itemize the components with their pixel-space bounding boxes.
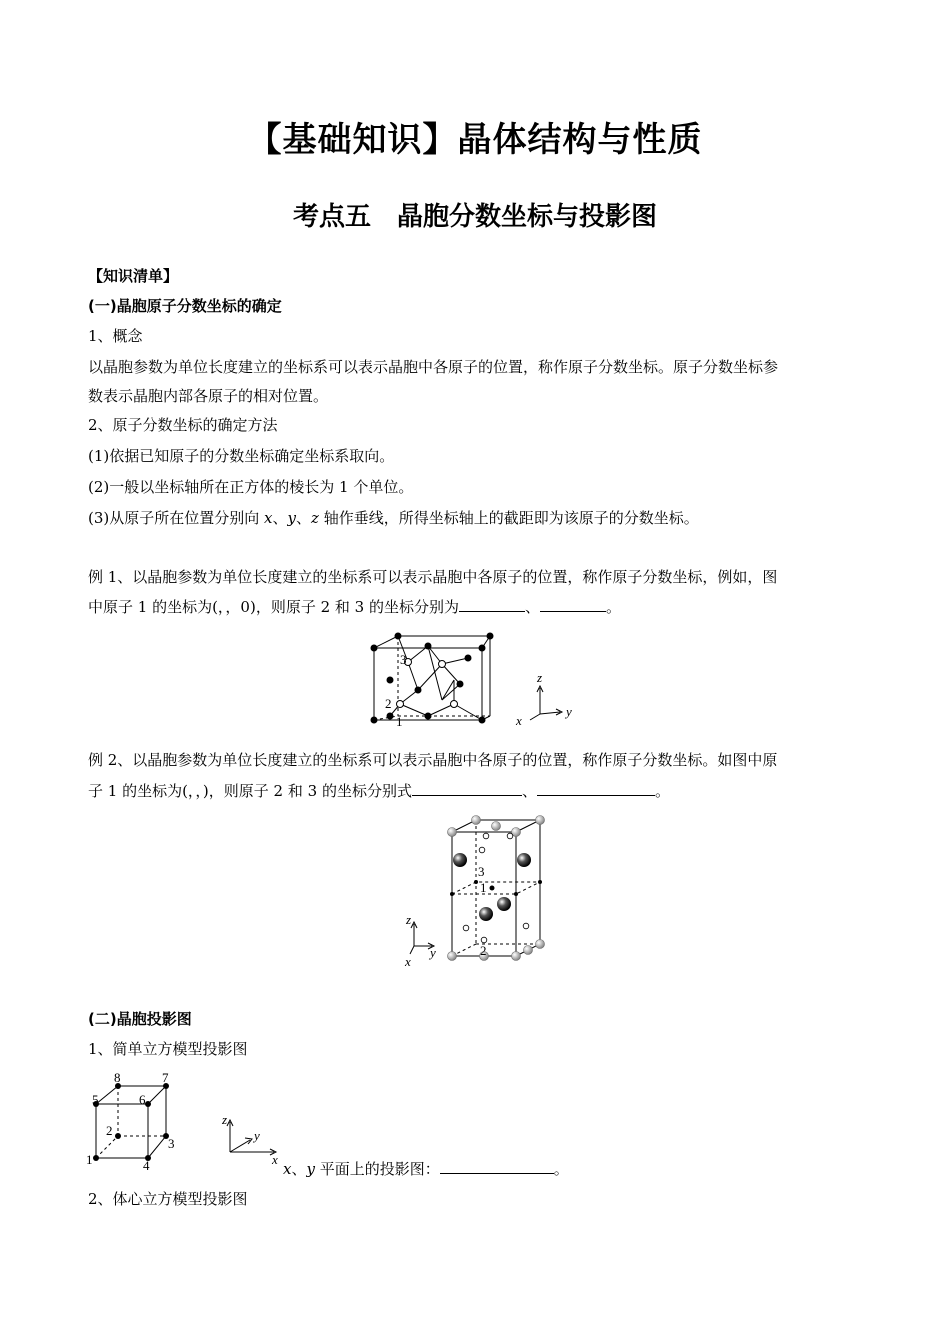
atom-label-2: 2	[480, 943, 487, 958]
atom-small-hollow	[481, 937, 487, 943]
corner-label-8: 8	[114, 1070, 121, 1085]
corner-label-1: 1	[86, 1152, 93, 1167]
method-step3-post: 轴作垂线，所得坐标轴上的截距即为该原子的分数坐标。	[318, 509, 699, 527]
atom-grey	[448, 828, 457, 837]
example1-line2	[88, 597, 621, 617]
bond	[428, 646, 442, 700]
bond	[442, 664, 460, 684]
corner-label-5: 5	[92, 1092, 99, 1107]
bond	[400, 704, 428, 716]
atom	[371, 717, 378, 724]
line-end: 。	[553, 1160, 569, 1178]
atom-label-1: 1	[396, 714, 403, 729]
simple-cubic-title: 1、简单立方模型投影图	[88, 1040, 248, 1058]
corner-label-2: 2	[106, 1123, 113, 1138]
projection-text: 平面上的投影图：	[314, 1160, 440, 1178]
atom	[479, 717, 486, 724]
mid-plane	[452, 882, 540, 894]
example2-line2	[88, 781, 670, 801]
bond	[442, 680, 454, 700]
example2-question: 子 1 的坐标为(，，)，则原子 2 和 3 的坐标分别式	[88, 782, 412, 800]
answer-blank-1[interactable]	[459, 597, 525, 612]
answer-blank-4[interactable]	[537, 781, 655, 796]
answer-blank-3[interactable]	[412, 781, 522, 796]
atom-small-hollow	[479, 847, 485, 853]
atom-hollow	[397, 701, 404, 708]
atom	[395, 633, 402, 640]
atom-small-solid	[490, 886, 495, 891]
atom-grey	[472, 816, 481, 825]
page-title: 【基础知识】晶体结构与性质	[247, 120, 703, 160]
atom-large	[479, 907, 493, 921]
atom-large	[497, 897, 511, 911]
method-step3-pre: (3)从原子所在位置分别向	[88, 509, 265, 527]
atom-label-3: 3	[400, 652, 407, 667]
atom-small-solid	[538, 880, 542, 884]
axis-z: z	[222, 1112, 228, 1127]
atom	[465, 655, 472, 662]
atom-label-2: 2	[385, 696, 392, 711]
example1-question: 中原子 1 的坐标为(，，0)，则原子 2 和 3 的坐标分别为	[88, 598, 459, 616]
cube-right	[148, 1086, 166, 1158]
atom	[487, 633, 494, 640]
cube-front-face	[96, 1104, 148, 1158]
part1-heading: (一)晶胞原子分数坐标的确定	[88, 297, 282, 315]
part2-heading: (二)晶胞投影图	[88, 1010, 192, 1028]
section-subtitle: 考点五 晶胞分数坐标与投影图	[292, 202, 657, 232]
corner-label-4: 4	[143, 1158, 150, 1173]
atom-grey	[536, 816, 545, 825]
atom-hollow	[439, 661, 446, 668]
method-step2: (2)一般以坐标轴所在正方体的棱长为 1 个单位。	[88, 478, 414, 496]
atom-large	[453, 853, 467, 867]
sep: 、	[272, 509, 288, 527]
projection-question	[283, 1159, 569, 1179]
corner-atom	[145, 1101, 151, 1107]
axis-z: z	[537, 670, 543, 685]
axis-x: x	[405, 954, 411, 969]
cube-edge	[374, 636, 398, 648]
atom-small-hollow	[463, 925, 469, 931]
corner-atom	[93, 1155, 99, 1161]
axis-x: x	[516, 713, 522, 728]
line-end: 。	[606, 598, 622, 616]
example2-figure	[400, 814, 560, 970]
example1-line1: 例 1、以晶胞参数为单位长度建立的坐标系可以表示晶胞中各原子的位置，称作原子分数坐标，例如，图	[88, 568, 778, 586]
bond	[428, 704, 454, 716]
atom-grey	[448, 952, 457, 961]
corner-label-7: 7	[162, 1070, 169, 1085]
atom-small-solid	[474, 880, 478, 884]
corner-label-6: 6	[139, 1092, 146, 1107]
atom-small-hollow	[507, 833, 513, 839]
axis-y-label: y	[287, 509, 296, 527]
bond	[454, 704, 482, 720]
atom-label-1: 1	[480, 880, 487, 895]
example1-figure	[360, 628, 590, 732]
atom-large	[517, 853, 531, 867]
atom-grey	[524, 946, 533, 955]
atom-small-solid	[450, 892, 454, 896]
simple-cubic-figure	[82, 1066, 302, 1176]
cell-right	[516, 820, 540, 956]
atom	[387, 713, 394, 720]
axis-z-label: z	[311, 509, 319, 527]
axis-y-label: y	[306, 1160, 315, 1178]
atom-small-hollow	[523, 923, 529, 929]
atom	[387, 677, 394, 684]
atom-small-solid	[514, 892, 518, 896]
sep: 、	[525, 598, 541, 616]
atom	[371, 645, 378, 652]
atom	[457, 681, 464, 688]
sep: 、	[521, 782, 537, 800]
knowledge-list-heading: 【知识清单】	[88, 267, 179, 285]
axis-x: x	[272, 1152, 278, 1167]
bond	[442, 658, 468, 664]
method-step1: (1)依据已知原子的分数坐标确定坐标系取向。	[88, 447, 395, 465]
atom-label-3: 3	[478, 864, 485, 879]
method-step3	[88, 508, 699, 528]
atom	[415, 687, 422, 694]
atom-hollow	[451, 701, 458, 708]
corner-atom	[115, 1133, 121, 1139]
atom-grey	[536, 940, 545, 949]
axis-y: y	[254, 1128, 260, 1143]
mid-plane	[452, 882, 540, 894]
atom	[479, 645, 486, 652]
bcc-title: 2、体心立方模型投影图	[88, 1190, 248, 1208]
axis-z: z	[406, 912, 412, 927]
axis-x-label: x	[264, 509, 273, 527]
bond	[442, 684, 460, 700]
atom-grey	[512, 952, 521, 961]
axes-icon	[227, 1120, 276, 1155]
atom-grey	[492, 822, 501, 831]
axis-y: y	[566, 704, 572, 719]
corner-label-3: 3	[168, 1136, 175, 1151]
cube-edge-hidden	[96, 1136, 118, 1158]
cube-top	[96, 1086, 166, 1104]
sep: 、	[296, 509, 312, 527]
concept-text-line2: 数表示晶胞内部各原子的相对位置。	[88, 387, 329, 405]
atom-small-hollow	[483, 833, 489, 839]
answer-blank-5[interactable]	[440, 1159, 554, 1174]
concept-title: 1、概念	[88, 327, 143, 345]
axis-x-label: x	[283, 1160, 292, 1178]
cube-edge-hidden	[374, 716, 398, 720]
axis-y: y	[430, 945, 436, 960]
concept-text-line1: 以晶胞参数为单位长度建立的坐标系可以表示晶胞中各原子的位置，称作原子分数坐标。原子分数坐标参	[88, 358, 779, 376]
bond	[408, 662, 418, 690]
axes-icon	[530, 686, 562, 720]
sep: 、	[291, 1160, 307, 1178]
atom	[425, 713, 432, 720]
atom	[425, 643, 432, 650]
answer-blank-2[interactable]	[540, 597, 606, 612]
example2-line1: 例 2、以晶胞参数为单位长度建立的坐标系可以表示晶胞中各原子的位置，称作原子分数坐标。如图中原	[88, 751, 778, 769]
method-title: 2、原子分数坐标的确定方法	[88, 416, 278, 434]
line-end: 。	[654, 782, 670, 800]
